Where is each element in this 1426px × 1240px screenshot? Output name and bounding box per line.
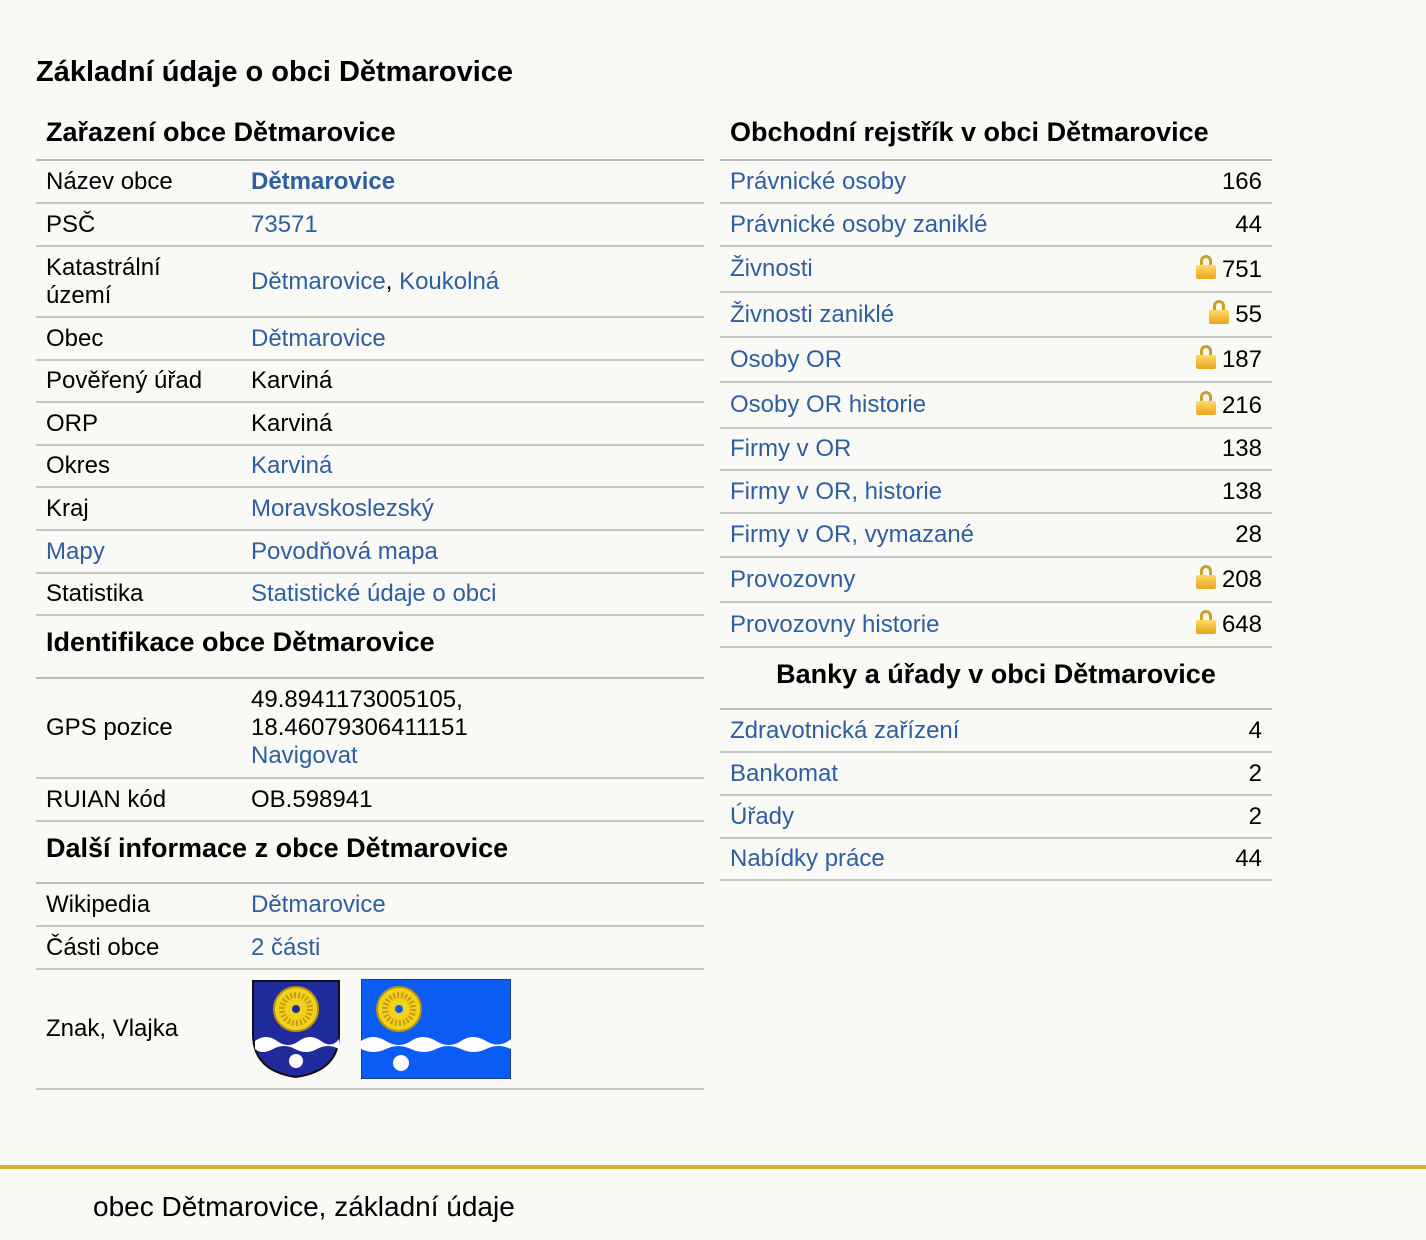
table-row: [720, 838, 1272, 880]
count-value: 2: [1248, 759, 1262, 787]
table-row: [36, 679, 704, 778]
row-label: Pověřený úřad: [36, 360, 241, 402]
count-value: 28: [1235, 521, 1262, 548]
register-link[interactable]: Živnosti zaniklé: [730, 300, 895, 328]
row-label: Obec: [36, 317, 241, 360]
emblems: [251, 975, 694, 1083]
row-value: Karviná: [241, 402, 704, 445]
table-row: [36, 530, 704, 573]
register-link[interactable]: Právnické osoby: [730, 167, 907, 195]
lock-icon: [1196, 345, 1216, 369]
register-link[interactable]: Osoby OR historie: [730, 391, 927, 418]
banky-table: [720, 710, 1272, 881]
lock-icon: [1196, 565, 1216, 589]
lock-icon: [1196, 610, 1216, 634]
footer-text: obec Dětmarovice, základní údaje: [93, 1191, 515, 1222]
page-title: Základní údaje o obci Dětmarovice: [36, 56, 514, 88]
table-row: [720, 602, 1272, 647]
count-value: 55: [1235, 301, 1262, 328]
section-heading-banky: Banky a úřady v obci Dětmarovice: [720, 648, 1272, 710]
count-value: 751: [1221, 255, 1262, 283]
row-label: PSČ: [36, 203, 241, 246]
register-link[interactable]: Provozovny: [730, 565, 856, 593]
kraj-link[interactable]: Moravskoslezský: [251, 494, 434, 522]
identifikace-table: [36, 679, 704, 822]
footer-rule: [0, 1165, 1426, 1169]
table-row: [36, 360, 704, 402]
count-value: 44: [1235, 210, 1262, 238]
parts-link[interactable]: 2 části: [251, 933, 321, 961]
register-link[interactable]: Živnosti: [730, 255, 813, 282]
table-row: [720, 752, 1272, 795]
count-value: 187: [1221, 346, 1262, 373]
maps-link[interactable]: Mapy: [46, 537, 105, 565]
table-row: [36, 926, 704, 969]
okres-link[interactable]: Karviná: [251, 452, 333, 479]
table-row: [720, 710, 1272, 752]
flood-map-link[interactable]: Povodňová mapa: [251, 537, 438, 565]
register-link[interactable]: Bankomat: [730, 759, 839, 787]
row-label: GPS pozice: [36, 679, 241, 778]
obec-link[interactable]: Dětmarovice: [251, 324, 386, 352]
coat-of-arms-icon: [251, 979, 341, 1079]
municipality-name-link[interactable]: Dětmarovice: [251, 167, 396, 195]
cadastral-link-detmarovice[interactable]: Dětmarovice: [251, 267, 386, 295]
register-link[interactable]: Firmy v OR: [730, 435, 852, 462]
register-link[interactable]: Osoby OR: [730, 345, 843, 373]
register-link[interactable]: Nabídky práce: [730, 845, 885, 872]
row-label: Okres: [36, 445, 241, 487]
register-link[interactable]: Provozovny historie: [730, 610, 940, 638]
left-column: [36, 110, 704, 1090]
table-row: [36, 487, 704, 530]
table-row: [720, 513, 1272, 557]
table-row: [720, 557, 1272, 602]
zarazeni-table: [36, 161, 704, 616]
row-value: Karviná: [241, 360, 704, 402]
row-label: ORP: [36, 402, 241, 445]
row-label: Části obce: [36, 926, 241, 969]
count-value: 4: [1248, 716, 1262, 744]
gps-longitude: 18.46079306411151: [251, 714, 468, 741]
row-label: Kraj: [36, 487, 241, 530]
table-row: [720, 382, 1272, 428]
statistics-link[interactable]: Statistické údaje o obci: [251, 580, 497, 607]
section-heading-zarazeni: Zařazení obce Dětmarovice: [36, 110, 704, 161]
table-row: [36, 246, 704, 317]
row-label: Název obce: [36, 161, 241, 203]
count-value: 648: [1221, 611, 1262, 638]
row-label: Znak, Vlajka: [36, 969, 241, 1089]
row-label: Katastrální území: [36, 246, 241, 317]
register-link[interactable]: Firmy v OR, vymazané: [730, 521, 975, 548]
rejstrik-table: [720, 161, 1272, 648]
table-row: [36, 884, 704, 926]
table-row: [720, 428, 1272, 470]
count-value: 138: [1221, 477, 1262, 505]
lock-icon: [1196, 255, 1216, 279]
navigate-link[interactable]: Navigovat: [251, 742, 358, 769]
table-row: [36, 317, 704, 360]
table-row: [720, 337, 1272, 382]
lock-icon: [1209, 300, 1229, 324]
dalsi-table: [36, 884, 704, 1090]
count-value: 166: [1221, 167, 1262, 195]
count-value: 138: [1221, 435, 1262, 462]
register-link[interactable]: Úřady: [730, 802, 795, 830]
register-link[interactable]: Firmy v OR, historie: [730, 477, 943, 505]
table-row: [720, 795, 1272, 838]
table-row: [720, 292, 1272, 337]
right-column: [720, 110, 1272, 881]
register-link[interactable]: Zdravotnická zařízení: [730, 716, 960, 744]
row-label: Wikipedia: [36, 884, 241, 926]
table-row: [36, 445, 704, 487]
table-row: [720, 470, 1272, 513]
table-row: [36, 778, 704, 821]
table-row: [36, 969, 704, 1089]
table-row: [36, 161, 704, 203]
table-row: [720, 246, 1272, 292]
register-link[interactable]: Právnické osoby zaniklé: [730, 210, 988, 238]
postal-code-link[interactable]: 73571: [251, 210, 318, 238]
separator: ,: [385, 267, 400, 295]
cadastral-link-koukolna[interactable]: Koukolná: [399, 267, 500, 295]
gps-latitude: 49.8941173005105,: [251, 686, 463, 713]
table-row: [720, 203, 1272, 246]
count-value: 216: [1221, 391, 1262, 419]
count-value: 208: [1221, 566, 1262, 593]
ruian-code: OB.598941: [241, 778, 704, 821]
row-label: RUIAN kód: [36, 778, 241, 821]
lock-icon: [1196, 391, 1216, 415]
table-row: [36, 573, 704, 615]
wikipedia-link[interactable]: Dětmarovice: [251, 890, 386, 918]
count-value: 44: [1235, 845, 1262, 872]
flag-icon: [361, 979, 511, 1079]
table-row: [720, 161, 1272, 203]
count-value: 2: [1248, 802, 1262, 830]
section-heading-identifikace: Identifikace obce Dětmarovice: [36, 616, 704, 679]
section-heading-rejstrik: Obchodní rejstřík v obci Dětmarovice: [720, 110, 1272, 161]
row-label: Statistika: [36, 573, 241, 615]
table-row: [36, 402, 704, 445]
table-row: [36, 203, 704, 246]
section-heading-dalsi: Další informace z obce Dětmarovice: [36, 822, 704, 884]
